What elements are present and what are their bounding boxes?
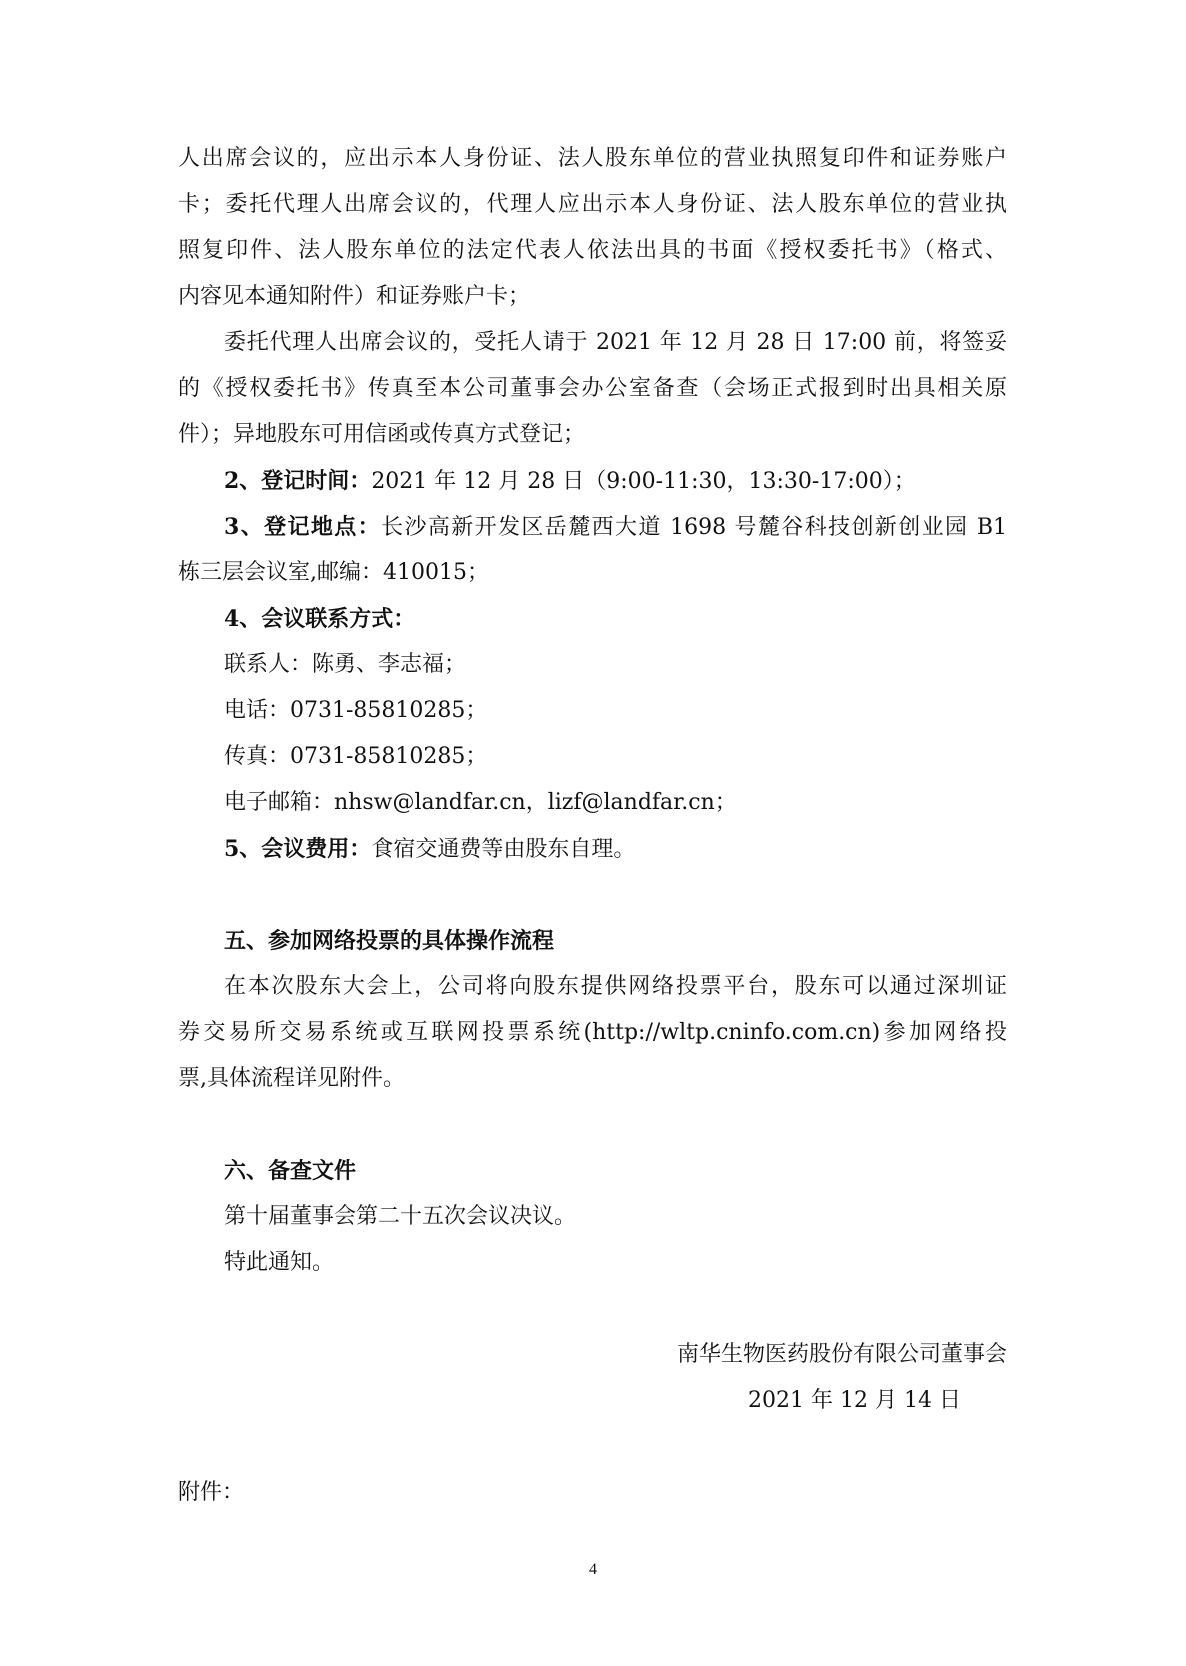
paragraph-line: 人出席会议的，应出示本人身份证、法人股东单位的营业执照复印件和证券账户 xyxy=(178,146,1007,171)
paragraph-line: 照复印件、法人股东单位的法定代表人依法出具的书面《授权委托书》（格式、 xyxy=(178,238,1007,263)
paragraph-line: 券交易所交易系统或互联网投票系统(http://wltp.cninfo.com.cn)参加网络投 xyxy=(178,1020,1007,1045)
paragraph-line: 在本次股东大会上，公司将向股东提供网络投票平台，股东可以通过深圳证 xyxy=(224,974,1007,999)
item-label: 3、登记地点： xyxy=(224,514,382,540)
contact-fax: 传真：0731-85810285； xyxy=(224,744,488,769)
item-text: 食宿交通费等由股东自理。 xyxy=(371,837,636,862)
contact-heading: 4、会议联系方式： xyxy=(224,606,416,632)
item-label: 5、会议费用： xyxy=(224,836,372,862)
registration-place xyxy=(224,512,1007,543)
paragraph-line: 栋三层会议室,邮编：410015； xyxy=(178,560,489,585)
paragraph-line: 件）；异地股东可用信函或传真方式登记； xyxy=(178,422,586,447)
contact-person: 联系人：陈勇、李志福； xyxy=(224,652,467,677)
closing-notice: 特此通知。 xyxy=(224,1250,335,1275)
signature-company: 南华生物医药股份有限公司董事会 xyxy=(676,1342,1007,1367)
section-heading: 五、参加网络投票的具体操作流程 xyxy=(224,928,555,954)
page-number: 4 xyxy=(589,1561,597,1578)
item-label: 2、登记时间： xyxy=(224,468,372,494)
section-heading: 六、备查文件 xyxy=(224,1158,357,1184)
registration-time xyxy=(224,466,916,497)
paragraph-line: 内容见本通知附件）和证券账户卡； xyxy=(178,284,531,309)
item-text: 长沙高新开发区岳麓西大道 1698 号麓谷科技创新创业园 B1 xyxy=(381,515,1007,540)
meeting-fee xyxy=(224,834,635,865)
paragraph-line: 票,具体流程详见附件。 xyxy=(178,1066,405,1091)
reference-document: 第十届董事会第二十五次会议决议。 xyxy=(224,1204,577,1229)
contact-email: 电子邮箱：nhsw@landfar.cn，lizf@landfar.cn； xyxy=(224,790,737,815)
paragraph-line: 卡；委托代理人出席会议的，代理人应出示本人身份证、法人股东单位的营业执 xyxy=(178,192,1007,217)
item-text: 2021 年 12 月 28 日（9:00-11:30，13:30-17:00）； xyxy=(371,469,916,494)
attachment-label: 附件： xyxy=(178,1480,245,1505)
paragraph-line: 的《授权委托书》传真至本公司董事会办公室备查（会场正式报到时出具相关原 xyxy=(178,376,1007,401)
signature-date: 2021 年 12 月 14 日 xyxy=(748,1388,961,1413)
paragraph-line: 委托代理人出席会议的，受托人请于 2021 年 12 月 28 日 17:00 前，将签妥 xyxy=(224,330,1007,355)
contact-phone: 电话：0731-85810285； xyxy=(224,698,488,723)
